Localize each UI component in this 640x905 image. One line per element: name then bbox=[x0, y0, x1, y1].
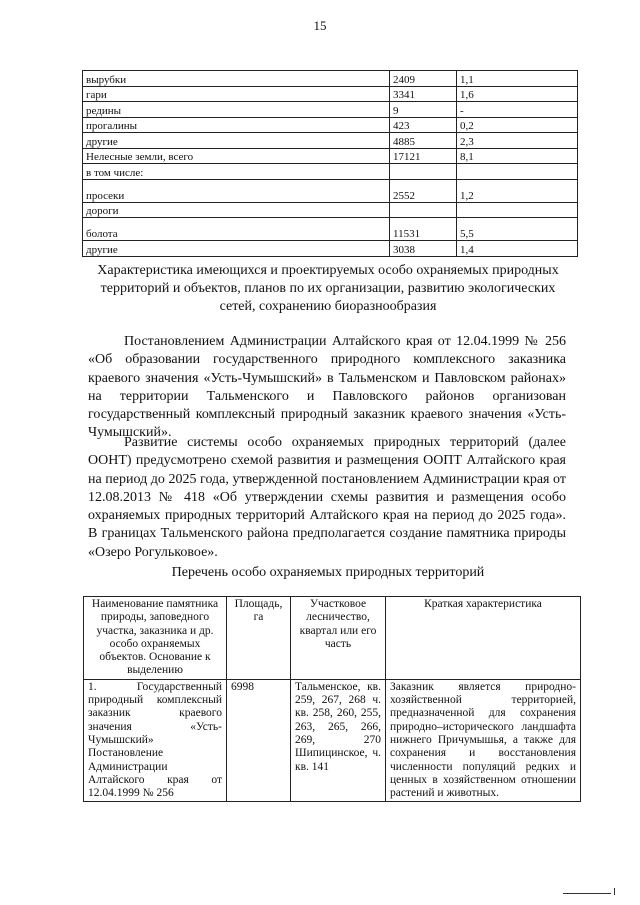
oopt-description: Заказник является природно-хозяйственной территорией, предназначенной для сохранения природно–исторического ландшафта нижнего Причумышья, а также для сохранения и восстановления численности популяций редких и ценных в хозяйственном отношении растений и животных. bbox=[386, 679, 581, 802]
land-percent: 5,5 bbox=[457, 218, 578, 241]
land-percent: 1,1 bbox=[457, 71, 578, 87]
signature-mark bbox=[614, 888, 622, 895]
land-category: в том числе: bbox=[83, 164, 390, 180]
land-area: 17121 bbox=[390, 148, 457, 164]
oopt-name: 1. Государственный природный комплексный заказник краевого значения «Усть-Чумышский» Постановление Администрации Алтайского края от 12.04.1999 № 256 bbox=[84, 679, 227, 802]
land-category: просеки bbox=[83, 179, 390, 202]
land-area bbox=[390, 164, 457, 180]
land-area: 9 bbox=[390, 102, 457, 118]
land-area: 11531 bbox=[390, 218, 457, 241]
land-percent bbox=[457, 164, 578, 180]
land-percent: - bbox=[457, 102, 578, 118]
land-category: гари bbox=[83, 86, 390, 102]
header-description: Краткая характеристика bbox=[386, 597, 581, 680]
table-row bbox=[83, 86, 578, 102]
land-category: Нелесные земли, всего bbox=[83, 148, 390, 164]
table-row bbox=[83, 102, 578, 118]
land-area: 3341 bbox=[390, 86, 457, 102]
land-percent: 0,2 bbox=[457, 117, 578, 133]
table-row bbox=[83, 179, 578, 202]
table-row bbox=[83, 164, 578, 180]
land-category: дороги bbox=[83, 202, 390, 218]
signature-line bbox=[563, 893, 611, 894]
land-category: вырубки bbox=[83, 71, 390, 87]
land-category-table bbox=[82, 70, 578, 257]
table-row bbox=[83, 117, 578, 133]
table-row bbox=[83, 133, 578, 149]
table-row bbox=[83, 202, 578, 218]
land-area: 3038 bbox=[390, 241, 457, 257]
land-percent: 1,6 bbox=[457, 86, 578, 102]
land-category: другие bbox=[83, 133, 390, 149]
land-percent bbox=[457, 202, 578, 218]
land-category: прогалины bbox=[83, 117, 390, 133]
land-percent: 8,1 bbox=[457, 148, 578, 164]
land-category: болота bbox=[83, 218, 390, 241]
land-area: 4885 bbox=[390, 133, 457, 149]
land-area bbox=[390, 202, 457, 218]
section-heading: Характеристика имеющихся и проектируемых особо охраняемых природных территорий и объектов, планов по их организации, развитию экологических сетей, сохранению биоразнообразия bbox=[97, 263, 559, 314]
table-header-row bbox=[84, 597, 581, 680]
table-row bbox=[83, 241, 578, 257]
table-row bbox=[84, 679, 581, 802]
land-percent: 1,4 bbox=[457, 241, 578, 257]
oopt-area: 6998 bbox=[227, 679, 291, 802]
land-category: другие bbox=[83, 241, 390, 257]
header-area: Площадь, га bbox=[227, 597, 291, 680]
paragraph-development: Развитие системы особо охраняемых природных территорий (далее ООНТ) предусмотрено схемой развития и размещения ООПТ Алтайского края на период до 2025 года, утвержденной постановлением Администрации края от 12.08.2013 № 418 «Об утверждении схемы развития и размещения особо охраняемых природных территорий Алтайского края на период до 2025 года». В границах Тальменского района предполагается создание памятника природы «Озеро Рогульковое». bbox=[88, 435, 566, 560]
protected-areas-table bbox=[83, 596, 581, 802]
oopt-forestry: Тальменское, кв. 259, 267, 268 ч. кв. 258, 260, 255, 263, 265, 266, 269, 270 Шипицинское, ч. кв. 141 bbox=[291, 679, 386, 802]
land-percent: 2,3 bbox=[457, 133, 578, 149]
table-row bbox=[83, 148, 578, 164]
land-area: 2552 bbox=[390, 179, 457, 202]
header-name: Наименование памятника природы, заповедного участка, заказника и др. особо охраняемых объектов. Основание к выделению bbox=[84, 597, 227, 680]
land-percent: 1,2 bbox=[457, 179, 578, 202]
land-area: 423 bbox=[390, 117, 457, 133]
header-forestry: Участковое лесничество, квартал или его часть bbox=[291, 597, 386, 680]
page-number: 15 bbox=[313, 18, 327, 33]
table-row bbox=[83, 71, 578, 87]
land-area: 2409 bbox=[390, 71, 457, 87]
paragraph-decree: Постановлением Администрации Алтайского края от 12.04.1999 № 256 «Об образовании государственного природного комплексного заказника краевого значения «Усть-Чумышский» в Тальменском и Павловском районах» на территории Тальменского и Павловского районов организован государственный комплексный природный заказник краевого значения «Усть-Чумышский». bbox=[88, 334, 566, 441]
table-caption: Перечень особо охраняемых природных территорий bbox=[171, 565, 485, 580]
land-category: редины bbox=[83, 102, 390, 118]
table-row bbox=[83, 218, 578, 241]
